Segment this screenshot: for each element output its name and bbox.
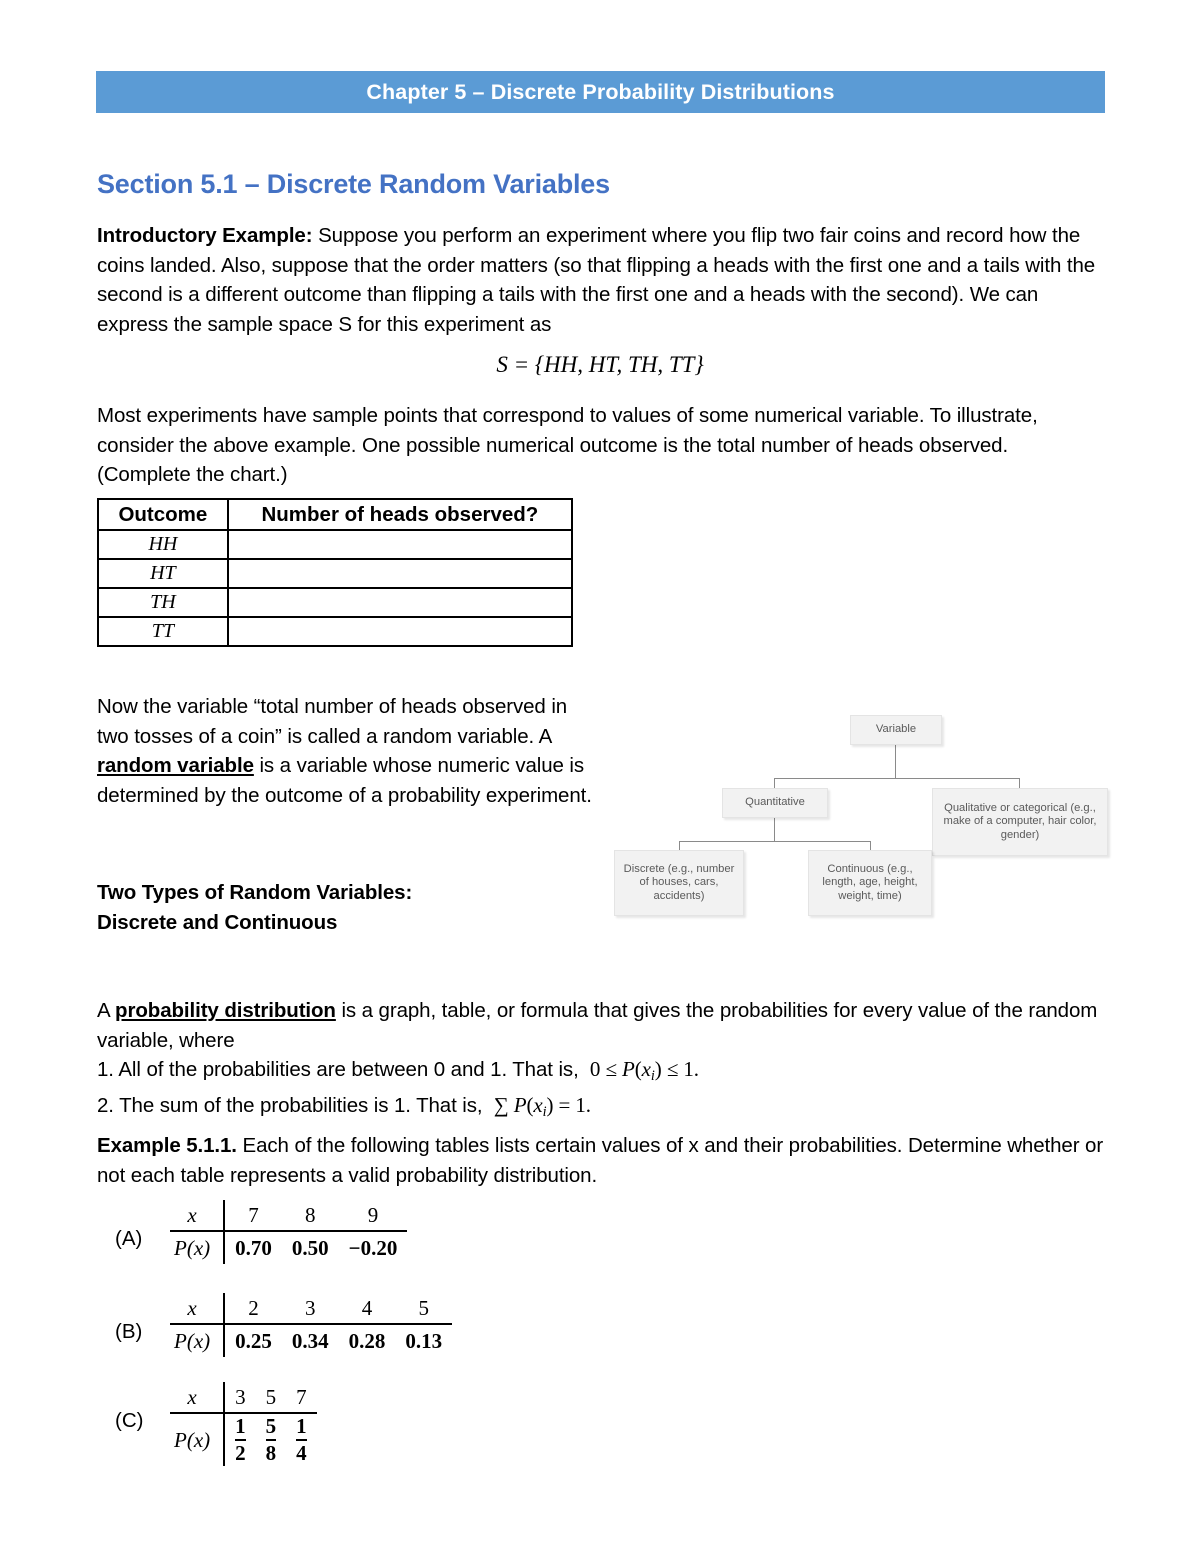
outcome-table [97, 498, 573, 647]
table-row [170, 1413, 317, 1466]
table-row [98, 588, 572, 617]
fraction-numerator: 5 [265, 1414, 277, 1438]
tree-node-qualitative: Qualitative or categorical (e.g., make of a computer, hair color, gender) [932, 788, 1108, 856]
example-label: Example 5.1.1. [97, 1134, 237, 1157]
fraction-denominator: 2 [235, 1441, 246, 1465]
x-value-cell: 3 [224, 1382, 256, 1413]
x-value-cell: 2 [224, 1293, 282, 1324]
heads-count-column-header: Number of heads observed? [228, 499, 572, 530]
random-variable-part2: is a variable whose numeric value is determined by the outcome of a probability experiment. [97, 754, 592, 807]
probability-distribution-definition [97, 996, 1107, 1128]
random-variable-definition-paragraph [97, 692, 602, 810]
table-row [170, 1200, 407, 1231]
probability-table-b [170, 1293, 452, 1357]
x-value-cell: 3 [282, 1293, 339, 1324]
probability-cell: 0.50 [291, 1235, 329, 1260]
probability-table-a-label: (A) [115, 1227, 143, 1250]
px-row-header: P(x) [170, 1324, 224, 1357]
example-511-paragraph [97, 1131, 1107, 1190]
outcome-column-header: Outcome [98, 499, 228, 530]
x-value-cell: 7 [224, 1200, 282, 1231]
prob-dist-rule-1-text: 1. All of the probabilities are between 0 and 1. That is, [97, 1058, 579, 1081]
connector-quantitative-horizontal [679, 841, 871, 842]
x-value-cell: 8 [282, 1200, 339, 1231]
px-row-header: P(x) [170, 1413, 224, 1466]
prob-dist-rule-2-text: 2. The sum of the probabilities is 1. That is, [97, 1094, 483, 1118]
introductory-example-label: Introductory Example: [97, 224, 313, 247]
x-value-cell: 5 [256, 1382, 287, 1413]
fraction-denominator: 4 [296, 1441, 307, 1465]
section-heading: Section 5.1 – Discrete Random Variables [97, 169, 610, 199]
probability-cell [256, 1413, 287, 1466]
table-row [170, 1382, 317, 1413]
tree-node-variable: Variable [850, 715, 942, 745]
chapter-title: Chapter 5 – Discrete Probability Distributions [366, 79, 835, 104]
probability-cell [224, 1413, 256, 1466]
prob-dist-rule-2-math: ∑ $P(x_i) = 1$. [493, 1093, 591, 1121]
x-row-header: x [170, 1382, 224, 1413]
random-variable-part1: Now the variable “total number of heads observed in two tosses of a coin” is called a random variable. A [97, 695, 568, 748]
heads-count-cell[interactable] [228, 559, 572, 588]
connector-root-down [895, 745, 896, 779]
two-types-line1: Two Types of Random Variables: [97, 881, 413, 904]
table-row [170, 1231, 407, 1264]
table-row [170, 1293, 452, 1324]
x-value-cell: 5 [395, 1293, 452, 1324]
x-row-header: x [170, 1200, 224, 1231]
table-row [170, 1324, 452, 1357]
table-row [98, 617, 572, 646]
tree-node-quantitative: Quantitative [722, 788, 828, 818]
probability-table-b-label: (B) [115, 1320, 143, 1343]
x-value-cell: 4 [339, 1293, 396, 1324]
random-variable-term: random variable [97, 754, 254, 777]
outcome-cell: TH [98, 588, 228, 617]
probability-cell: 0.25 [235, 1328, 272, 1353]
sample-space-equation [0, 352, 1200, 378]
two-types-line2: Discrete and Continuous [97, 910, 338, 934]
example-body: Each of the following tables lists certain values of x and their probabilities. Determine whether or not each table represents a valid probability distribution. [97, 1134, 1104, 1187]
fraction-numerator: 1 [296, 1414, 307, 1438]
variable-classification-diagram [612, 710, 1108, 930]
prob-dist-lead-a: A [97, 999, 116, 1022]
probability-cell: 0.70 [235, 1235, 272, 1260]
probability-table-a [170, 1200, 407, 1264]
fraction-denominator: 8 [265, 1441, 277, 1465]
fraction [296, 1414, 307, 1466]
numerical-variable-paragraph: Most experiments have sample points that correspond to values of some numerical variable. To illustrate, consider the above example. One possible numerical outcome is the total number of heads observed. (Complete the chart.) [97, 404, 1038, 486]
probability-table-c [170, 1382, 317, 1466]
connector-quantitative-down [774, 818, 775, 842]
prob-dist-rule-1-math: $0 \le P(x_i) \le 1$. [589, 1057, 699, 1084]
introductory-example-body: Suppose you perform an experiment where you flip two fair coins and record how the coins landed. Also, suppose that the order matters (so that flipping a heads with the first one and a tails with the second is a different outcome than flipping a tails with the first one and a heads with the second). We can express the sample space S for this experiment as [97, 224, 1096, 336]
chapter-banner [96, 71, 1105, 113]
table-row [98, 559, 572, 588]
probability-cell [286, 1413, 317, 1466]
px-row-header: P(x) [170, 1231, 224, 1264]
introductory-example-paragraph [97, 221, 1107, 339]
heads-count-cell[interactable] [228, 588, 572, 617]
tree-node-continuous: Continuous (e.g., length, age, height, weight, time) [808, 850, 932, 916]
heads-count-cell[interactable] [228, 530, 572, 559]
probability-distribution-term: probability distribution [115, 999, 336, 1022]
probability-cell: 0.13 [405, 1328, 443, 1353]
two-types-heading [97, 878, 602, 937]
sample-space-equation-text: S = {HH, HT, TH, TT} [496, 352, 704, 377]
probability-cell: 0.34 [291, 1328, 329, 1353]
fraction-numerator: 1 [235, 1414, 246, 1438]
outcome-cell: HT [98, 559, 228, 588]
fraction [235, 1414, 246, 1466]
x-value-cell: 7 [286, 1382, 317, 1413]
tree-node-discrete: Discrete (e.g., number of houses, cars, accidents) [614, 850, 744, 916]
connector-root-horizontal [774, 778, 1020, 779]
fraction [266, 1414, 277, 1466]
x-row-header: x [170, 1293, 224, 1324]
prob-dist-lead-b: is a graph, table, or formula that gives the probabilities for every value of the random variable, where [97, 999, 1098, 1052]
outcome-table-header-row [98, 499, 572, 530]
probability-table-c-label: (C) [115, 1409, 144, 1432]
x-value-cell: 9 [339, 1200, 408, 1231]
table-row [98, 530, 572, 559]
probability-cell: 0.28 [348, 1328, 386, 1353]
outcome-cell: TT [98, 617, 228, 646]
probability-cell: −0.20 [348, 1235, 398, 1260]
heads-count-cell[interactable] [228, 617, 572, 646]
outcome-cell: HH [98, 530, 228, 559]
